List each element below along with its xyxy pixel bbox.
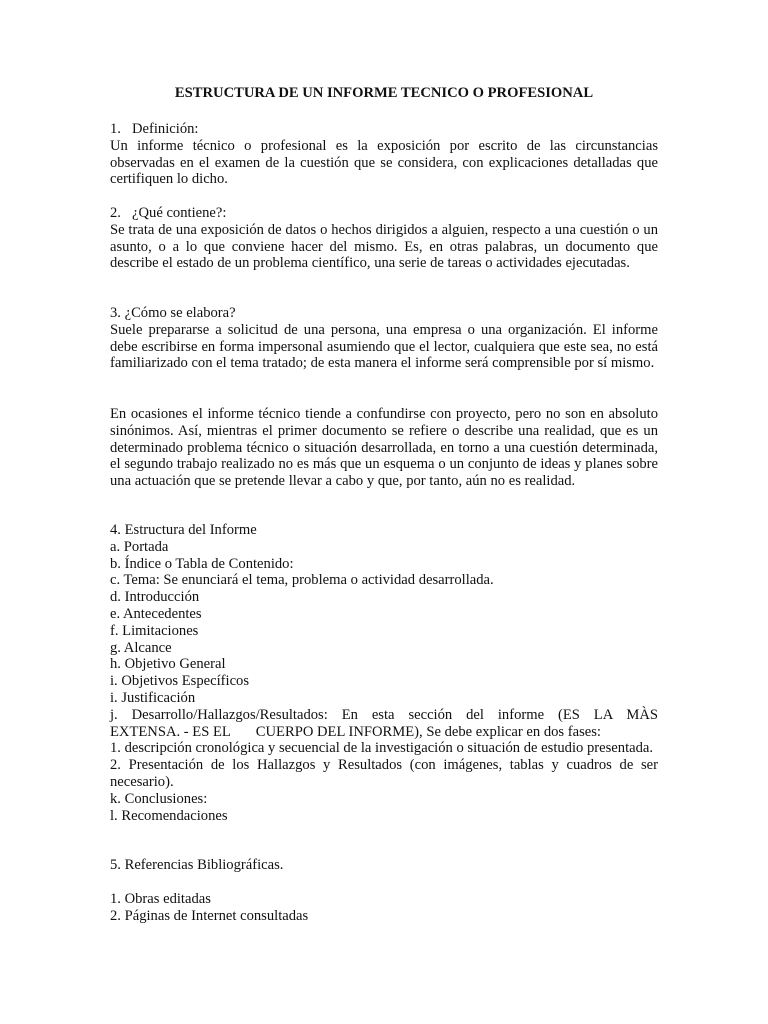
list-item: 2. Páginas de Internet consultadas [110, 907, 309, 924]
section-heading [110, 205, 658, 222]
list-item: f. Limitaciones [110, 622, 199, 639]
phase-item: 1. descripción cronológica y secuencial de la investigación o situación de estudio presentada. [110, 740, 654, 757]
list-item: k. Conclusiones: [110, 790, 208, 807]
section-number: 2. [110, 205, 121, 221]
list-item: g. Alcance [110, 639, 172, 656]
list-item: e. Antecedentes [110, 605, 202, 622]
section-heading: 4. Estructura del Informe [110, 522, 257, 538]
section-body: Suele prepararse a solicitud de una persona, una empresa o una organización. El informe debe escribirse en forma impersonal asumiendo que el lector, cualquiera que este sea, no está familiarizado con el tema tratado; de esta manera el informe será comprensible por sí mismo. [110, 321, 658, 372]
section-heading-text: ¿Qué contiene?: [132, 205, 227, 221]
section-number: 1. [110, 121, 121, 137]
list-item-desarrollo-line1: j. Desarrollo/Hallazgos/Resultados: En esta sección del informe (ES LA MÀS [110, 706, 658, 723]
references-list [110, 891, 658, 925]
section-como-se-elabora [110, 305, 658, 372]
document-title: ESTRUCTURA DE UN INFORME TECNICO O PROFESIONAL [174, 85, 594, 101]
section-body: Se trata de una exposición de datos o hechos dirigidos a alguien, respecto a una cuestión o un asunto, o a lo que conviene hacer del mismo. Es, en otras palabras, un documento que describe el estado de un problema científico, una serie de tareas o actividades ejecutadas. [110, 221, 658, 272]
list-item: c. Tema: Se enunciará el tema, problema o actividad desarrollada. [110, 572, 494, 589]
section-que-contiene [110, 205, 658, 272]
list-item: l. Recomendaciones [110, 807, 228, 824]
section-body-paragraph: En ocasiones el informe técnico tiende a confundirse con proyecto, pero no son en absoluto sinónimos. Así, mientras el primer documento se refiere o describe una realidad, que es un determinado problema técnico o situación desarrollada, en torno a una cuestión determinada, el segundo trabajo realizado no es más que un esquema o un conjunto de ideas y planes sobre una actuación que se pretende llevar a cabo y que, por tanto, aún no es realidad. [110, 406, 658, 490]
list-item: i. Justificación [110, 689, 196, 706]
phase-item: 2. Presentación de los Hallazgos y Resultados (con imágenes, tablas y cuadros de ser necesario). [110, 757, 658, 790]
list-item: d. Introducción [110, 589, 200, 606]
section-heading [110, 121, 658, 138]
section-heading: 3. ¿Cómo se elabora? [110, 305, 236, 321]
list-item-desarrollo-line2: EXTENSA. - ES EL CUERPO DEL INFORME), Se debe explicar en dos fases: [110, 723, 601, 740]
list-item: i. Objetivos Específicos [110, 673, 250, 690]
section-heading: 5. Referencias Bibliográficas. [110, 857, 284, 873]
list-item: 1. Obras editadas [110, 891, 211, 907]
section-estructura [110, 522, 658, 824]
list-item: a. Portada [110, 538, 169, 555]
section-heading-text: Definición: [132, 121, 199, 137]
section-body: Un informe técnico o profesional es la exposición por escrito de las circunstancias observadas en el examen de la cuestión que se considera, con explicaciones detalladas que certifiquen lo dicho. [110, 137, 658, 188]
list-item: h. Objetivo General [110, 656, 226, 673]
list-item: b. Índice o Tabla de Contenido: [110, 555, 294, 572]
section-referencias [110, 857, 658, 874]
section-definicion [110, 121, 658, 188]
